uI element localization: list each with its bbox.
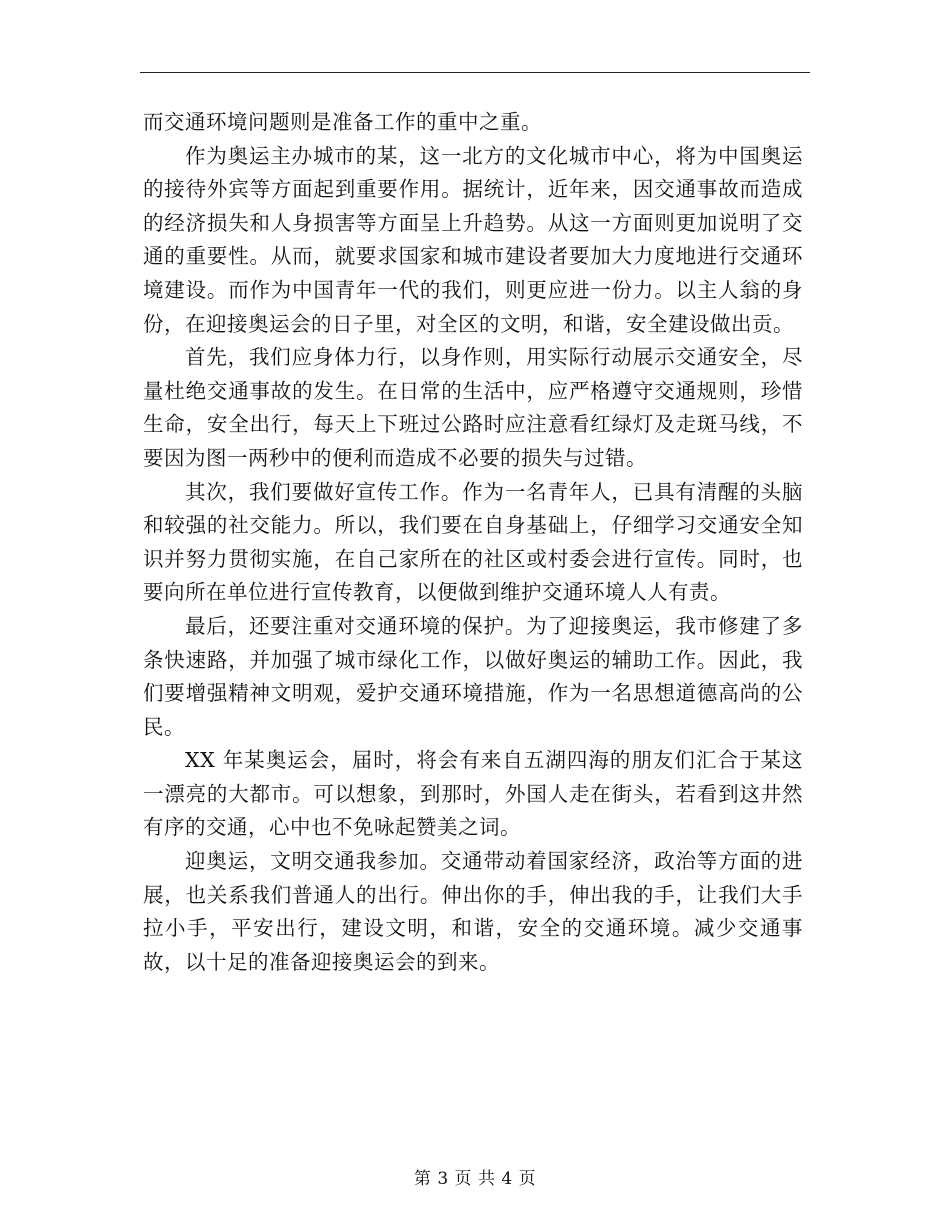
paragraph-1: 而交通环境问题则是准备工作的重中之重。	[143, 110, 542, 134]
paragraph-7: 迎奥运，文明交通我参加。交通带动着国家经济，政治等方面的进展，也关系我们普通人的出行。伸出你的手，伸出我的手，让我们大手拉小手，平安出行，建设文明，和谐，安全的交通环境。减少交通事故，以十足的准备迎接奥运会的到来。	[143, 849, 803, 974]
paragraph-2: 作为奥运主办城市的某，这一北方的文化城市中心，将为中国奥运的接待外宾等方面起到重要作用。据统计，近年来，因交通事故而造成的经济损失和人身损害等方面呈上升趋势。从这一方面则更加说明了交通的重要性。从而，就要求国家和城市建设者要加大力度地进行交通环境建设。而作为中国青年一代的我们，则更应进一份力。以主人翁的身份，在迎接奥运会的日子里，对全区的文明，和谐，安全建设做出贡。	[143, 143, 803, 336]
header-rule	[140, 72, 810, 73]
paragraph-5: 最后，还要注重对交通环境的保护。为了迎接奥运，我市修建了多条快速路，并加强了城市绿化工作，以做好奥运的辅助工作。因此，我们要增强精神文明观，爱护交通环境措施，作为一名思想道德高尚的公民。	[143, 613, 803, 739]
paragraph-4: 其次，我们要做好宣传工作。作为一名青年人，已具有清醒的头脑和较强的社交能力。所以，我们要在自身基础上，仔细学习交通安全知识并努力贯彻实施，在自己家所在的社区或村委会进行宣传。同时，也要向所在单位进行宣传教育，以便做到维护交通环境人人有责。	[143, 479, 803, 605]
paragraph-6: XX 年某奥运会，届时，将会有来自五湖四海的朋友们汇合于某这一漂亮的大都市。可以想象，到那时，外国人走在街头，若看到这井然有序的交通，心中也不免咏起赞美之词。	[143, 748, 803, 840]
page-number-footer: 第 3 页 共 4 页	[413, 1169, 537, 1189]
document-body	[143, 106, 803, 979]
paragraph-3: 首先，我们应身体力行，以身作则，用实际行动展示交通安全，尽量杜绝交通事故的发生。在日常的生活中，应严格遵守交通规则，珍惜生命，安全出行，每天上下班过公路时应注意看红绿灯及走斑马线，不要因为图一两秒中的便利而造成不必要的损失与过错。	[143, 345, 803, 470]
